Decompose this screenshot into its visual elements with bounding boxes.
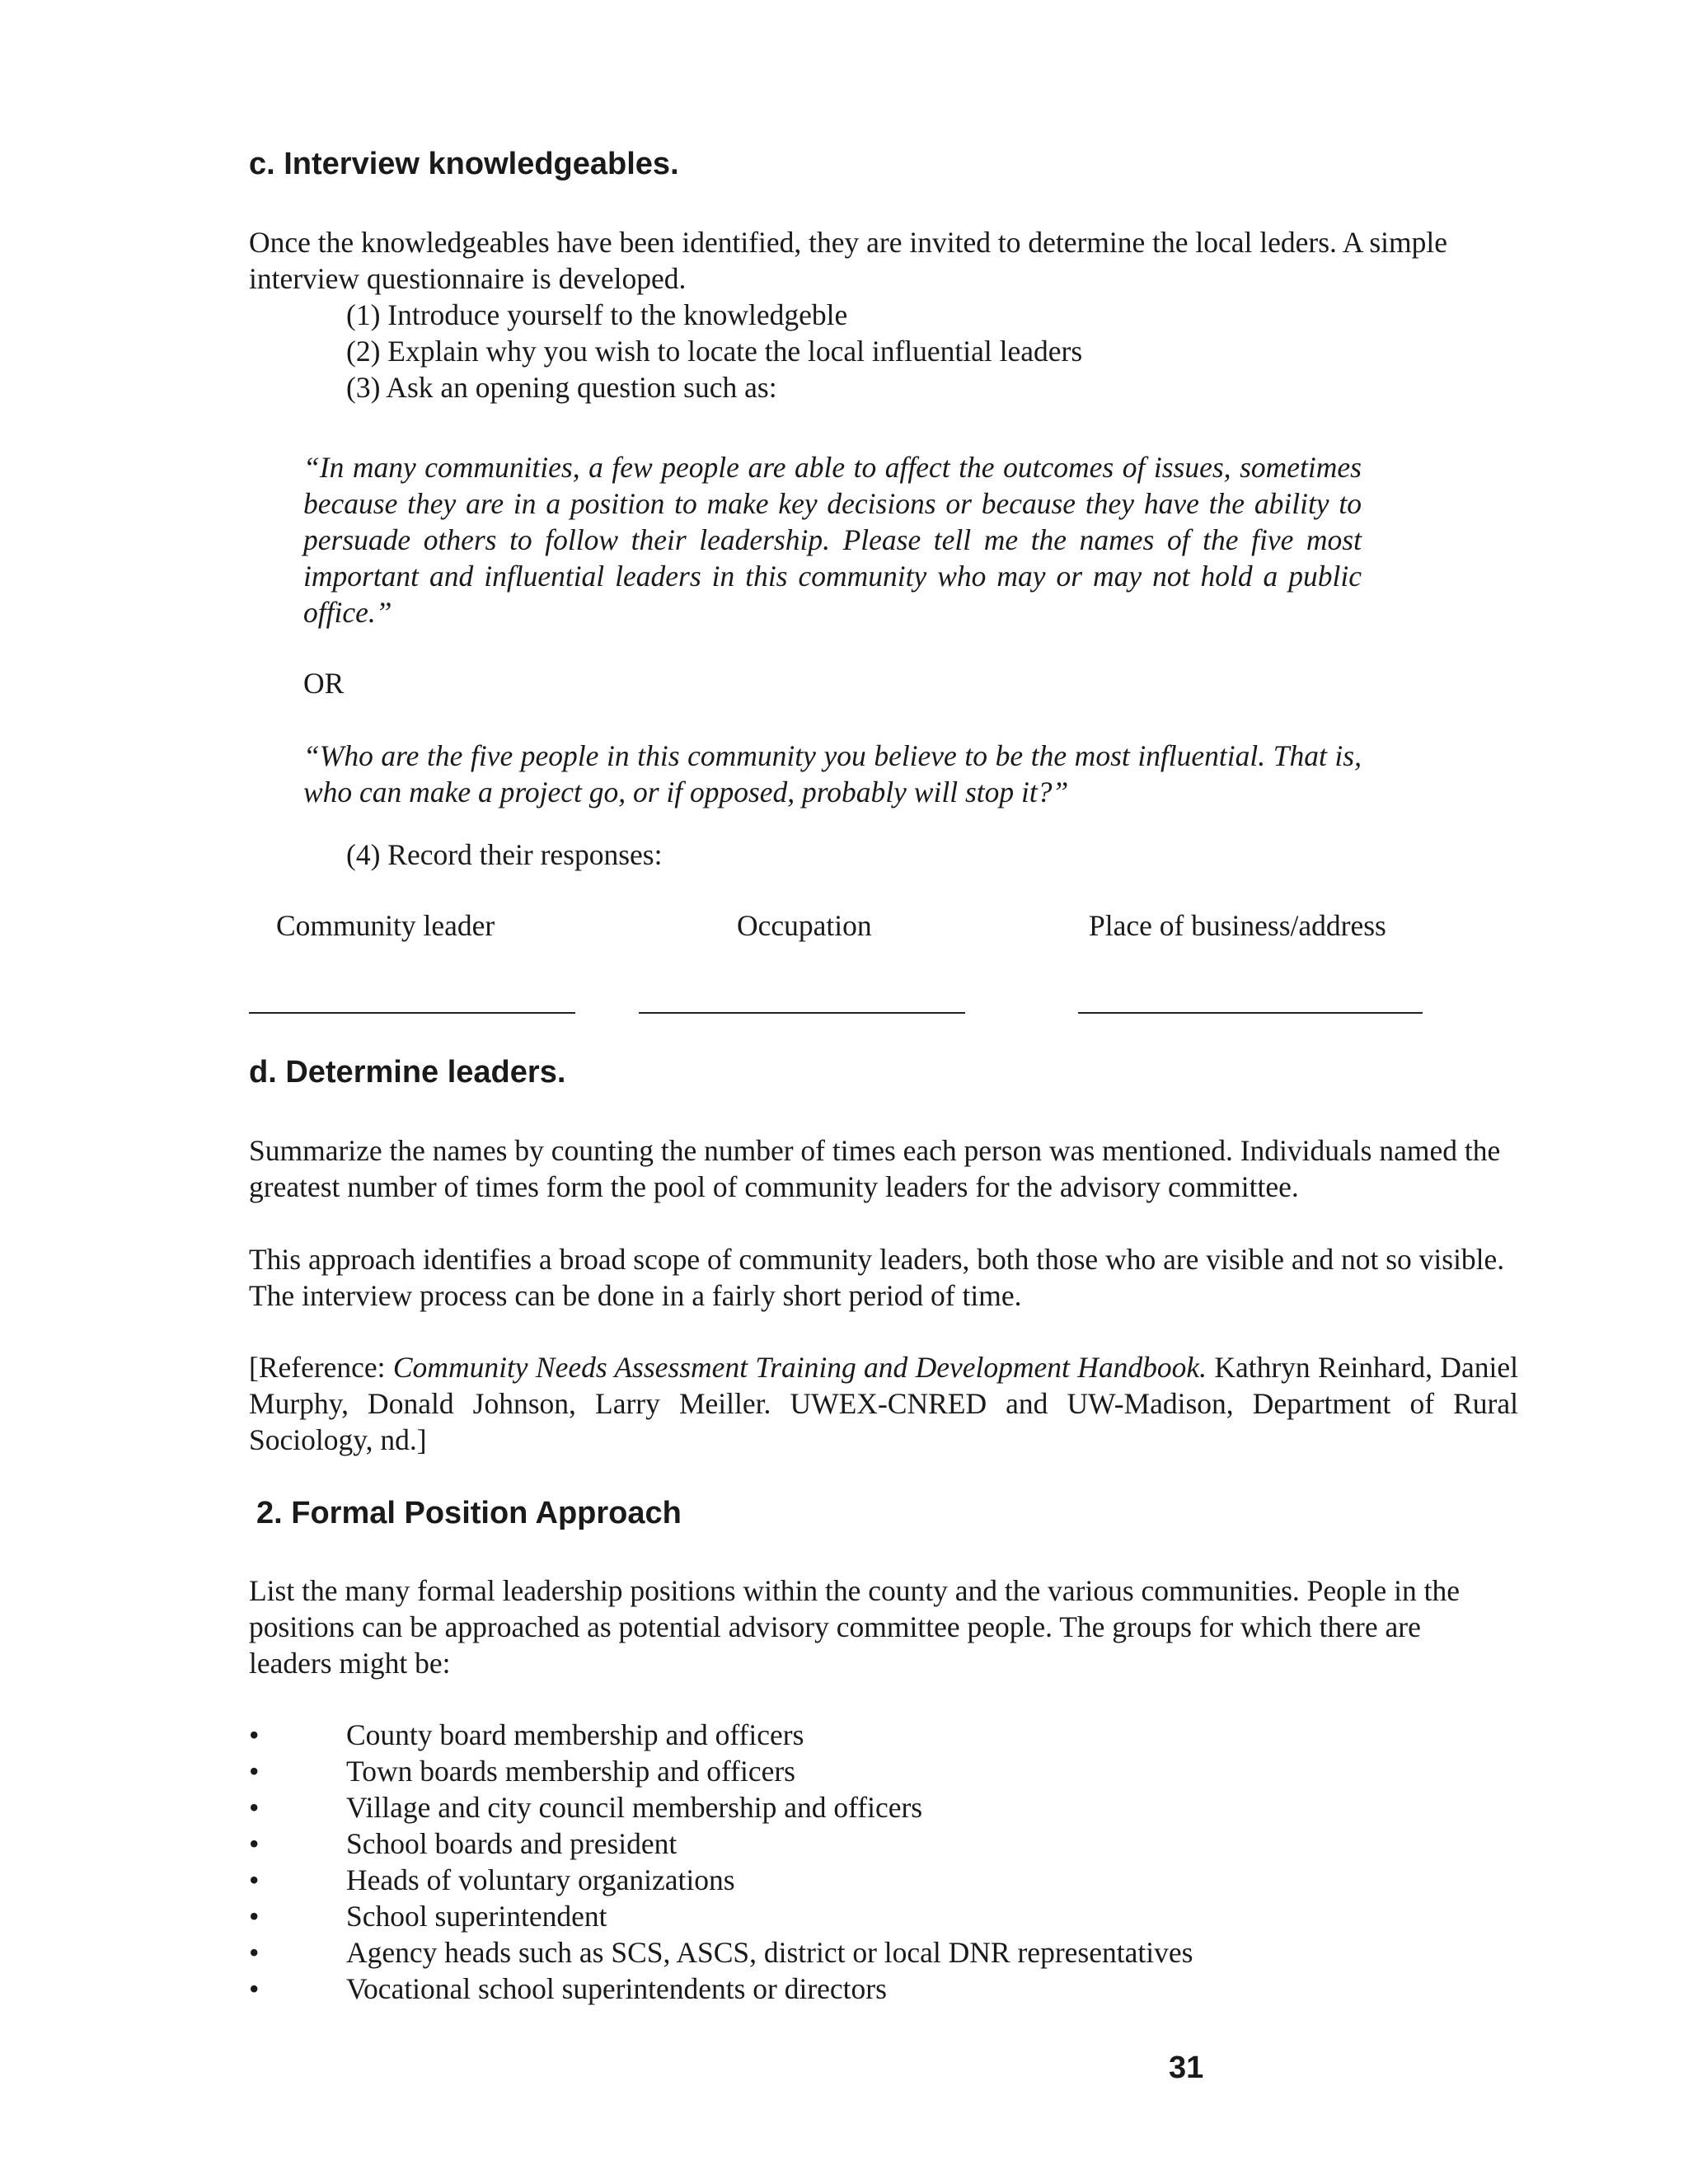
column-header-place-of-business: Place of business/address [1089, 909, 1386, 942]
interview-question-2: “Who are the five people in this community you believe to be the most influential. That is, who can make a project go, or if opposed, probably will stop it?” [303, 739, 1362, 808]
column-header-community-leader: Community leader [276, 909, 495, 942]
column-header-occupation: Occupation [737, 909, 872, 942]
interview-question-1: “In many communities, a few people are able to affect the outcomes of issues, sometimes because they are in a position to make key decisions or because they have the ability to persuade others to follow their leadership. Please tell me the names of the five most important and influential leaders in this community who may or may not hold a public office.” [303, 451, 1362, 629]
bullet-icon: • [249, 1791, 260, 1824]
section-c-heading: c. Interview knowledgeables. [249, 147, 679, 181]
section-2-intro: List the many formal leadership positions within the county and the various communities. People in the positions can be approached as potential advisory committee people. The groups for which there are leaders might be: [249, 1574, 1461, 1680]
page-number: 31 [1169, 2050, 1204, 2085]
bullet-icon: • [249, 1936, 260, 1969]
step-3: (3) Ask an opening question such as: [346, 371, 777, 404]
step-2: (2) Explain why you wish to locate the local influential leaders [346, 335, 1083, 368]
blank-line-address [1078, 1012, 1423, 1014]
blank-line-leader [249, 1012, 575, 1014]
bullet-icon: • [249, 1900, 260, 1933]
bullet-icon: • [249, 1972, 260, 2005]
reference-title: Community Needs Assessment Training and Development Handbook. [392, 1351, 1207, 1384]
bullet-icon: • [249, 1718, 260, 1751]
bullet-icon: • [249, 1827, 260, 1860]
bullet-icon: • [249, 1755, 260, 1788]
list-item: • Village and city council membership and officers [249, 1791, 923, 1824]
list-item: • Town boards membership and officers [249, 1755, 795, 1788]
step-1: (1) Introduce yourself to the knowledgeble [346, 298, 848, 331]
blank-line-occupation [639, 1012, 965, 1014]
section-2-heading: 2. Formal Position Approach [256, 1496, 682, 1530]
list-item: • Vocational school superintendents or directors [249, 1972, 887, 2005]
list-item: • Agency heads such as SCS, ASCS, district or local DNR representatives [249, 1936, 1193, 1969]
reference-citation [249, 1349, 1518, 1458]
or-separator: OR [303, 667, 345, 700]
step-4: (4) Record their responses: [346, 838, 663, 871]
list-item: • Heads of voluntary organizations [249, 1863, 735, 1896]
list-item: • School superintendent [249, 1900, 607, 1933]
list-item: • County board membership and officers [249, 1718, 804, 1751]
reference-rest: Kathryn Reinhard, Daniel Murphy, Donald Johnson, Larry Meiller. UWEX-CNRED and UW-Madison, Department of Rural Sociology, nd.] [249, 1351, 1518, 1456]
section-c-intro-block [249, 224, 1518, 405]
section-d-paragraph-2: This approach identifies a broad scope of community leaders, both those who are visible and not so visible. The interview process can be done in a fairly short period of time. [249, 1243, 1505, 1312]
leadership-groups-list [249, 1717, 1193, 2007]
bullet-icon: • [249, 1863, 260, 1896]
section-d-heading: d. Determine leaders. [249, 1055, 566, 1090]
reference-prefix: [Reference: [249, 1351, 393, 1384]
list-item: • School boards and president [249, 1827, 678, 1860]
section-c-intro: Once the knowledgeables have been identified, they are invited to determine the local leders. A simple interview questionnaire is developed. [249, 226, 1448, 295]
section-d-paragraph-1: Summarize the names by counting the number of times each person was mentioned. Individuals named the greatest number of times form the pool of community leaders for the advisory committee. [249, 1134, 1501, 1203]
